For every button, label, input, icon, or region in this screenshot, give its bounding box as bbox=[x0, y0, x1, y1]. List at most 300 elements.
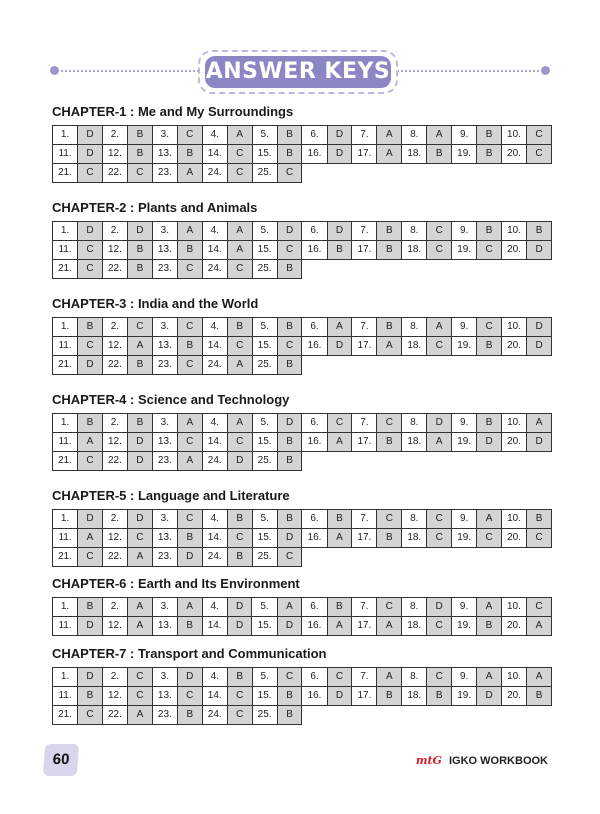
answer-letter: C bbox=[477, 241, 502, 260]
answer-letter: C bbox=[227, 145, 252, 164]
answer-letter: C bbox=[527, 598, 552, 617]
answer-letter: A bbox=[477, 598, 502, 617]
question-number: 12. bbox=[102, 617, 127, 636]
chapter-4 bbox=[52, 391, 552, 471]
answer-letter: D bbox=[527, 318, 552, 337]
question-number: 18. bbox=[402, 145, 427, 164]
page-title: ANSWER KEYS bbox=[205, 56, 391, 88]
question-number: 19. bbox=[452, 617, 477, 636]
answer-row bbox=[53, 241, 552, 260]
question-number: 20. bbox=[502, 433, 527, 452]
answer-letter: D bbox=[477, 687, 502, 706]
answer-letter: D bbox=[128, 452, 153, 471]
answer-letter: B bbox=[177, 241, 202, 260]
answer-letter: D bbox=[78, 510, 103, 529]
answer-letter: C bbox=[78, 452, 103, 471]
answer-letter: B bbox=[277, 452, 302, 471]
question-number: 15. bbox=[252, 337, 277, 356]
question-number: 5. bbox=[252, 598, 277, 617]
answer-row bbox=[53, 164, 552, 183]
question-number: 13. bbox=[152, 687, 177, 706]
question-number: 23. bbox=[152, 706, 177, 725]
answer-letter: B bbox=[327, 241, 352, 260]
answer-letter: A bbox=[377, 668, 402, 687]
question-number: 11. bbox=[53, 241, 78, 260]
question-number: 11. bbox=[53, 617, 78, 636]
answer-letter: D bbox=[527, 433, 552, 452]
answer-letter: C bbox=[427, 529, 452, 548]
question-number: 18. bbox=[402, 241, 427, 260]
question-number: 4. bbox=[202, 668, 227, 687]
answer-letter: C bbox=[427, 241, 452, 260]
workbook-title: IGKO WORKBOOK bbox=[449, 755, 548, 767]
answer-table bbox=[52, 509, 552, 567]
answer-letter: C bbox=[227, 529, 252, 548]
question-number: 16. bbox=[302, 337, 327, 356]
answer-letter: B bbox=[527, 510, 552, 529]
question-number: 7. bbox=[352, 668, 377, 687]
answer-letter: B bbox=[128, 356, 153, 375]
question-number: 18. bbox=[402, 529, 427, 548]
question-number: 1. bbox=[53, 598, 78, 617]
question-number: 8. bbox=[402, 510, 427, 529]
question-number: 18. bbox=[402, 617, 427, 636]
answer-letter: D bbox=[78, 222, 103, 241]
question-number: 3. bbox=[152, 222, 177, 241]
answer-letter: D bbox=[78, 356, 103, 375]
question-number: 18. bbox=[402, 337, 427, 356]
answer-letter: D bbox=[128, 510, 153, 529]
question-number: 9. bbox=[452, 668, 477, 687]
question-number: 20. bbox=[501, 529, 526, 548]
question-number: 2. bbox=[102, 510, 127, 529]
question-number: 21. bbox=[53, 706, 78, 725]
question-number: 20. bbox=[501, 687, 526, 706]
publisher-logo: mtG bbox=[415, 754, 442, 767]
answer-letter: B bbox=[128, 241, 153, 260]
answer-row bbox=[53, 598, 552, 617]
answer-letter: D bbox=[327, 222, 352, 241]
question-number: 9. bbox=[452, 598, 477, 617]
question-number: 6. bbox=[302, 222, 327, 241]
answer-row bbox=[53, 548, 552, 567]
question-number: 12. bbox=[102, 337, 127, 356]
question-number: 21. bbox=[53, 548, 78, 567]
question-number: 14. bbox=[202, 337, 227, 356]
answer-row bbox=[53, 529, 552, 548]
header-dot-right bbox=[541, 66, 550, 75]
question-number: 16. bbox=[302, 145, 327, 164]
answer-letter: B bbox=[377, 318, 402, 337]
question-number: 15. bbox=[252, 529, 277, 548]
answer-letter: C bbox=[427, 510, 452, 529]
question-number: 16. bbox=[302, 529, 327, 548]
answer-letter: A bbox=[128, 598, 153, 617]
question-number: 3. bbox=[152, 510, 177, 529]
question-number: 7. bbox=[352, 126, 377, 145]
question-number: 16. bbox=[302, 433, 327, 452]
question-number: 19. bbox=[452, 529, 477, 548]
answer-letter: D bbox=[327, 337, 352, 356]
question-number: 24. bbox=[202, 164, 227, 183]
answer-letter: D bbox=[427, 414, 452, 433]
question-number: 10. bbox=[502, 414, 527, 433]
question-number: 24. bbox=[202, 548, 227, 567]
question-number: 22. bbox=[102, 548, 127, 567]
question-number: 17. bbox=[352, 337, 377, 356]
question-number: 1. bbox=[53, 668, 78, 687]
question-number: 17. bbox=[352, 617, 377, 636]
question-number: 22. bbox=[102, 706, 127, 725]
answer-letter: A bbox=[227, 126, 252, 145]
question-number: 20. bbox=[501, 617, 526, 636]
answer-row bbox=[53, 452, 552, 471]
answer-letter: A bbox=[527, 617, 552, 636]
question-number: 15. bbox=[252, 687, 277, 706]
answer-letter: B bbox=[527, 222, 552, 241]
question-number: 16. bbox=[302, 241, 327, 260]
question-number: 8. bbox=[402, 318, 427, 337]
answer-letter: C bbox=[227, 260, 252, 279]
answer-letter: B bbox=[327, 598, 352, 617]
footer-brand bbox=[416, 754, 548, 767]
answer-letter: C bbox=[128, 318, 153, 337]
answer-letter: D bbox=[427, 598, 452, 617]
answer-letter: A bbox=[327, 318, 352, 337]
answer-letter: B bbox=[477, 617, 502, 636]
question-number: 5. bbox=[252, 222, 277, 241]
answer-letter: B bbox=[227, 668, 252, 687]
question-number: 3. bbox=[152, 414, 177, 433]
question-number: 5. bbox=[252, 126, 277, 145]
answer-letter: A bbox=[277, 598, 302, 617]
answer-letter: B bbox=[78, 318, 103, 337]
answer-letter: B bbox=[527, 687, 552, 706]
question-number: 1. bbox=[53, 222, 78, 241]
chapter-title: CHAPTER-7 : Transport and Communication bbox=[52, 646, 327, 661]
answer-letter: D bbox=[227, 598, 252, 617]
question-number: 9. bbox=[452, 318, 477, 337]
answer-letter: B bbox=[277, 510, 302, 529]
answer-letter: B bbox=[177, 337, 202, 356]
answer-letter: D bbox=[477, 433, 502, 452]
answer-letter: C bbox=[427, 668, 452, 687]
answer-table bbox=[52, 221, 552, 279]
question-number: 7. bbox=[352, 598, 377, 617]
answer-letter: C bbox=[527, 145, 552, 164]
question-number: 9. bbox=[452, 126, 477, 145]
answer-letter: B bbox=[277, 356, 302, 375]
question-number: 15. bbox=[252, 241, 277, 260]
answer-row bbox=[53, 145, 552, 164]
question-number: 13. bbox=[152, 337, 177, 356]
question-number: 22. bbox=[102, 356, 127, 375]
answer-letter: D bbox=[327, 145, 352, 164]
answer-letter: B bbox=[128, 260, 153, 279]
answer-letter: A bbox=[327, 529, 352, 548]
answer-table bbox=[52, 597, 552, 636]
answer-letter: C bbox=[277, 337, 302, 356]
answer-letter: A bbox=[78, 529, 103, 548]
answer-letter: B bbox=[78, 687, 103, 706]
answer-letter: A bbox=[477, 510, 502, 529]
answer-letter: B bbox=[277, 687, 302, 706]
answer-letter: C bbox=[477, 318, 502, 337]
question-number: 9. bbox=[452, 414, 477, 433]
question-number: 6. bbox=[302, 126, 327, 145]
question-number: 4. bbox=[202, 598, 227, 617]
question-number: 8. bbox=[402, 414, 427, 433]
answer-letter: B bbox=[377, 241, 402, 260]
question-number: 12. bbox=[102, 529, 127, 548]
answer-letter: B bbox=[227, 548, 252, 567]
answer-letter: C bbox=[78, 706, 103, 725]
answer-letter: B bbox=[477, 126, 502, 145]
answer-letter: D bbox=[227, 617, 252, 636]
question-number: 23. bbox=[152, 260, 177, 279]
answer-letter: B bbox=[377, 687, 402, 706]
question-number: 13. bbox=[152, 433, 177, 452]
answer-row bbox=[53, 126, 552, 145]
question-number: 15. bbox=[252, 617, 277, 636]
question-number: 13. bbox=[152, 529, 177, 548]
answer-letter: D bbox=[277, 617, 302, 636]
answer-letter: A bbox=[128, 548, 153, 567]
page-title-badge bbox=[198, 50, 398, 94]
question-number: 12. bbox=[102, 433, 127, 452]
answer-row bbox=[53, 414, 552, 433]
answer-letter: C bbox=[128, 687, 153, 706]
answer-letter: A bbox=[527, 668, 552, 687]
question-number: 5. bbox=[252, 668, 277, 687]
answer-letter: C bbox=[78, 548, 103, 567]
question-number: 25. bbox=[252, 260, 277, 279]
question-number: 21. bbox=[53, 164, 78, 183]
answer-letter: C bbox=[177, 356, 202, 375]
answer-letter: A bbox=[377, 617, 402, 636]
question-number: 14. bbox=[202, 433, 227, 452]
question-number: 5. bbox=[252, 510, 277, 529]
question-number: 12. bbox=[102, 241, 127, 260]
answer-letter: A bbox=[177, 222, 202, 241]
question-number: 6. bbox=[302, 668, 327, 687]
question-number: 12. bbox=[102, 145, 127, 164]
question-number: 25. bbox=[252, 548, 277, 567]
header-dot-left bbox=[50, 66, 59, 75]
answer-letter: D bbox=[327, 687, 352, 706]
answer-letter: C bbox=[177, 126, 202, 145]
question-number: 7. bbox=[352, 510, 377, 529]
question-number: 1. bbox=[53, 126, 78, 145]
answer-table bbox=[52, 317, 552, 375]
answer-letter: D bbox=[177, 548, 202, 567]
question-number: 24. bbox=[202, 260, 227, 279]
question-number: 8. bbox=[402, 668, 427, 687]
answer-letter: A bbox=[527, 414, 552, 433]
question-number: 2. bbox=[102, 318, 127, 337]
answer-letter: D bbox=[177, 668, 202, 687]
answer-letter: B bbox=[177, 617, 202, 636]
answer-letter: B bbox=[277, 260, 302, 279]
answer-letter: B bbox=[377, 222, 402, 241]
question-number: 10. bbox=[501, 222, 526, 241]
answer-letter: B bbox=[277, 433, 302, 452]
answer-letter: B bbox=[78, 598, 103, 617]
answer-letter: D bbox=[78, 126, 103, 145]
question-number: 24. bbox=[202, 706, 227, 725]
answer-letter: B bbox=[377, 529, 402, 548]
question-number: 25. bbox=[252, 706, 277, 725]
answer-letter: A bbox=[427, 318, 452, 337]
question-number: 6. bbox=[302, 510, 327, 529]
answer-letter: A bbox=[78, 433, 103, 452]
answer-letter: B bbox=[128, 126, 153, 145]
chapter-3 bbox=[52, 295, 552, 375]
question-number: 21. bbox=[53, 356, 78, 375]
answer-letter: A bbox=[377, 126, 402, 145]
answer-letter: A bbox=[227, 222, 252, 241]
question-number: 3. bbox=[152, 126, 177, 145]
question-number: 14. bbox=[202, 529, 227, 548]
answer-letter: C bbox=[377, 598, 402, 617]
answer-letter: D bbox=[277, 222, 302, 241]
answer-letter: A bbox=[427, 433, 452, 452]
answer-letter: C bbox=[327, 414, 352, 433]
answer-letter: B bbox=[477, 145, 502, 164]
answer-table bbox=[52, 413, 552, 471]
question-number: 8. bbox=[402, 126, 427, 145]
answer-letter: C bbox=[78, 260, 103, 279]
chapter-1 bbox=[52, 103, 552, 183]
answer-letter: B bbox=[427, 687, 452, 706]
answer-letter: D bbox=[227, 452, 252, 471]
answer-letter: B bbox=[277, 145, 302, 164]
question-number: 21. bbox=[53, 452, 78, 471]
question-number: 20. bbox=[501, 241, 526, 260]
question-number: 2. bbox=[102, 598, 127, 617]
question-number: 24. bbox=[202, 452, 227, 471]
chapter-title: CHAPTER-1 : Me and My Surroundings bbox=[52, 104, 294, 119]
question-number: 4. bbox=[202, 126, 227, 145]
answer-letter: C bbox=[377, 510, 402, 529]
answer-letter: A bbox=[427, 126, 452, 145]
answer-letter: A bbox=[177, 598, 202, 617]
question-number: 4. bbox=[202, 222, 227, 241]
answer-letter: B bbox=[78, 414, 103, 433]
answer-letter: C bbox=[227, 164, 252, 183]
answer-letter: D bbox=[277, 529, 302, 548]
question-number: 11. bbox=[53, 145, 78, 164]
answer-row bbox=[53, 617, 552, 636]
answer-letter: C bbox=[177, 260, 202, 279]
answer-table bbox=[52, 667, 552, 725]
answer-letter: A bbox=[128, 617, 153, 636]
answer-row bbox=[53, 337, 552, 356]
answer-letter: C bbox=[527, 529, 552, 548]
question-number: 10. bbox=[501, 598, 526, 617]
answer-letter: C bbox=[177, 433, 202, 452]
answer-letter: A bbox=[128, 337, 153, 356]
answer-letter: B bbox=[477, 414, 502, 433]
question-number: 20. bbox=[501, 337, 526, 356]
question-number: 11. bbox=[53, 433, 78, 452]
answer-letter: C bbox=[277, 241, 302, 260]
answer-letter: B bbox=[477, 337, 502, 356]
answer-letter: C bbox=[527, 126, 552, 145]
question-number: 22. bbox=[102, 164, 127, 183]
chapter-title: CHAPTER-6 : Earth and Its Environment bbox=[52, 576, 300, 591]
answer-letter: B bbox=[128, 145, 153, 164]
question-number: 17. bbox=[352, 433, 377, 452]
question-number: 22. bbox=[102, 452, 127, 471]
question-number: 19. bbox=[452, 687, 477, 706]
question-number: 2. bbox=[102, 668, 127, 687]
answer-letter: C bbox=[177, 318, 202, 337]
question-number: 11. bbox=[53, 337, 78, 356]
answer-row bbox=[53, 668, 552, 687]
question-number: 23. bbox=[152, 356, 177, 375]
answer-letter: A bbox=[128, 706, 153, 725]
question-number: 17. bbox=[352, 145, 377, 164]
answer-letter: B bbox=[227, 510, 252, 529]
question-number: 10. bbox=[501, 318, 526, 337]
page-header bbox=[0, 50, 600, 94]
answer-letter: C bbox=[277, 164, 302, 183]
answer-letter: D bbox=[78, 668, 103, 687]
answer-row bbox=[53, 510, 552, 529]
question-number: 17. bbox=[352, 529, 377, 548]
question-number: 15. bbox=[252, 145, 277, 164]
question-number: 19. bbox=[452, 241, 477, 260]
answer-row bbox=[53, 433, 552, 452]
answer-table bbox=[52, 125, 552, 183]
page-number: 60 bbox=[43, 744, 79, 776]
answer-letter: A bbox=[227, 241, 252, 260]
question-number: 4. bbox=[202, 318, 227, 337]
answer-letter: C bbox=[128, 668, 153, 687]
answer-row bbox=[53, 706, 552, 725]
chapter-title: CHAPTER-5 : Language and Literature bbox=[52, 488, 290, 503]
question-number: 8. bbox=[402, 222, 427, 241]
answer-letter: B bbox=[177, 145, 202, 164]
question-number: 18. bbox=[402, 687, 427, 706]
question-number: 13. bbox=[152, 617, 177, 636]
answer-letter: A bbox=[377, 145, 402, 164]
question-number: 25. bbox=[252, 452, 277, 471]
answer-letter: C bbox=[227, 706, 252, 725]
chapter-2 bbox=[52, 199, 552, 279]
answer-letter: C bbox=[427, 617, 452, 636]
question-number: 9. bbox=[452, 510, 477, 529]
answer-letter: D bbox=[78, 145, 103, 164]
question-number: 5. bbox=[252, 318, 277, 337]
answer-letter: A bbox=[327, 617, 352, 636]
question-number: 5. bbox=[252, 414, 277, 433]
answer-letter: D bbox=[128, 433, 153, 452]
question-number: 11. bbox=[53, 529, 78, 548]
answer-letter: A bbox=[227, 414, 252, 433]
question-number: 17. bbox=[352, 687, 377, 706]
question-number: 2. bbox=[102, 126, 127, 145]
question-number: 4. bbox=[202, 414, 227, 433]
question-number: 4. bbox=[202, 510, 227, 529]
answer-letter: D bbox=[128, 222, 153, 241]
question-number: 6. bbox=[302, 318, 327, 337]
answer-letter: D bbox=[277, 414, 302, 433]
question-number: 19. bbox=[452, 337, 477, 356]
question-number: 14. bbox=[202, 617, 227, 636]
question-number: 10. bbox=[501, 126, 526, 145]
